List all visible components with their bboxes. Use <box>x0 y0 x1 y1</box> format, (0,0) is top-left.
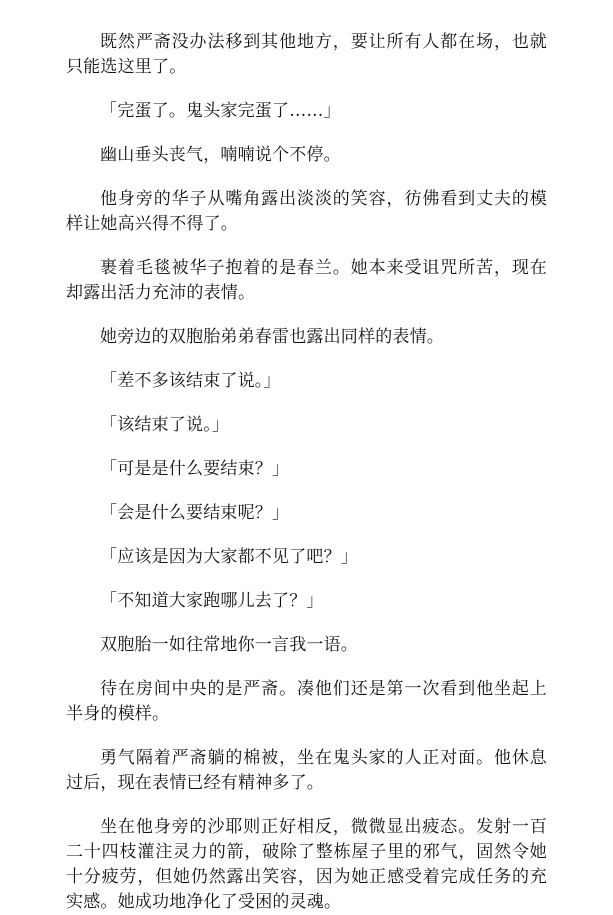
paragraph: 既然严斋没办法移到其他地方，要让所有人都在场，也就只能选这里了。 <box>66 32 547 77</box>
paragraph: 双胞胎一如往常地你一言我一语。 <box>100 635 358 655</box>
dialogue-paragraph: 「差不多该结束了说。」 <box>100 371 281 391</box>
paragraph: 幽山垂头丧气，喃喃说个不停。 <box>100 145 341 165</box>
paragraph: 坐在他身旁的沙耶则正好相反，微微显出疲态。发射一百二十四枝灌注灵力的箭，破除了整栋屋子里的邪气，固然令她十分疲劳，但她仍然露出笑容，因为她正感受着完成任务的充实感。她成功地净化了受困的灵魂。 <box>66 817 547 912</box>
dialogue-paragraph: 「完蛋了。鬼头家完蛋了……」 <box>100 101 341 121</box>
paragraph: 裹着毛毯被华子抱着的是春兰。她本来受诅咒所苦，现在却露出活力充沛的表情。 <box>66 258 547 303</box>
dialogue-paragraph: 「会是什么要结束呢？」 <box>100 503 290 523</box>
dialogue-paragraph: 「应该是因为大家都不见了吧？」 <box>100 547 358 567</box>
dialogue-paragraph: 「该结束了说。」 <box>100 415 230 435</box>
dialogue-paragraph: 「不知道大家跑哪儿去了？」 <box>100 591 324 611</box>
paragraph: 勇气隔着严斋躺的棉被，坐在鬼头家的人正对面。他休息过后，现在表情已经有精神多了。 <box>66 748 547 793</box>
paragraph: 待在房间中央的是严斋。凑他们还是第一次看到他坐起上半身的模样。 <box>66 679 547 724</box>
dialogue-paragraph: 「可是是什么要结束？」 <box>100 459 290 479</box>
paragraph: 她旁边的双胞胎弟弟春雷也露出同样的表情。 <box>100 327 444 347</box>
paragraph: 他身旁的华子从嘴角露出淡淡的笑容，彷佛看到丈夫的模样让她高兴得不得了。 <box>66 189 547 234</box>
